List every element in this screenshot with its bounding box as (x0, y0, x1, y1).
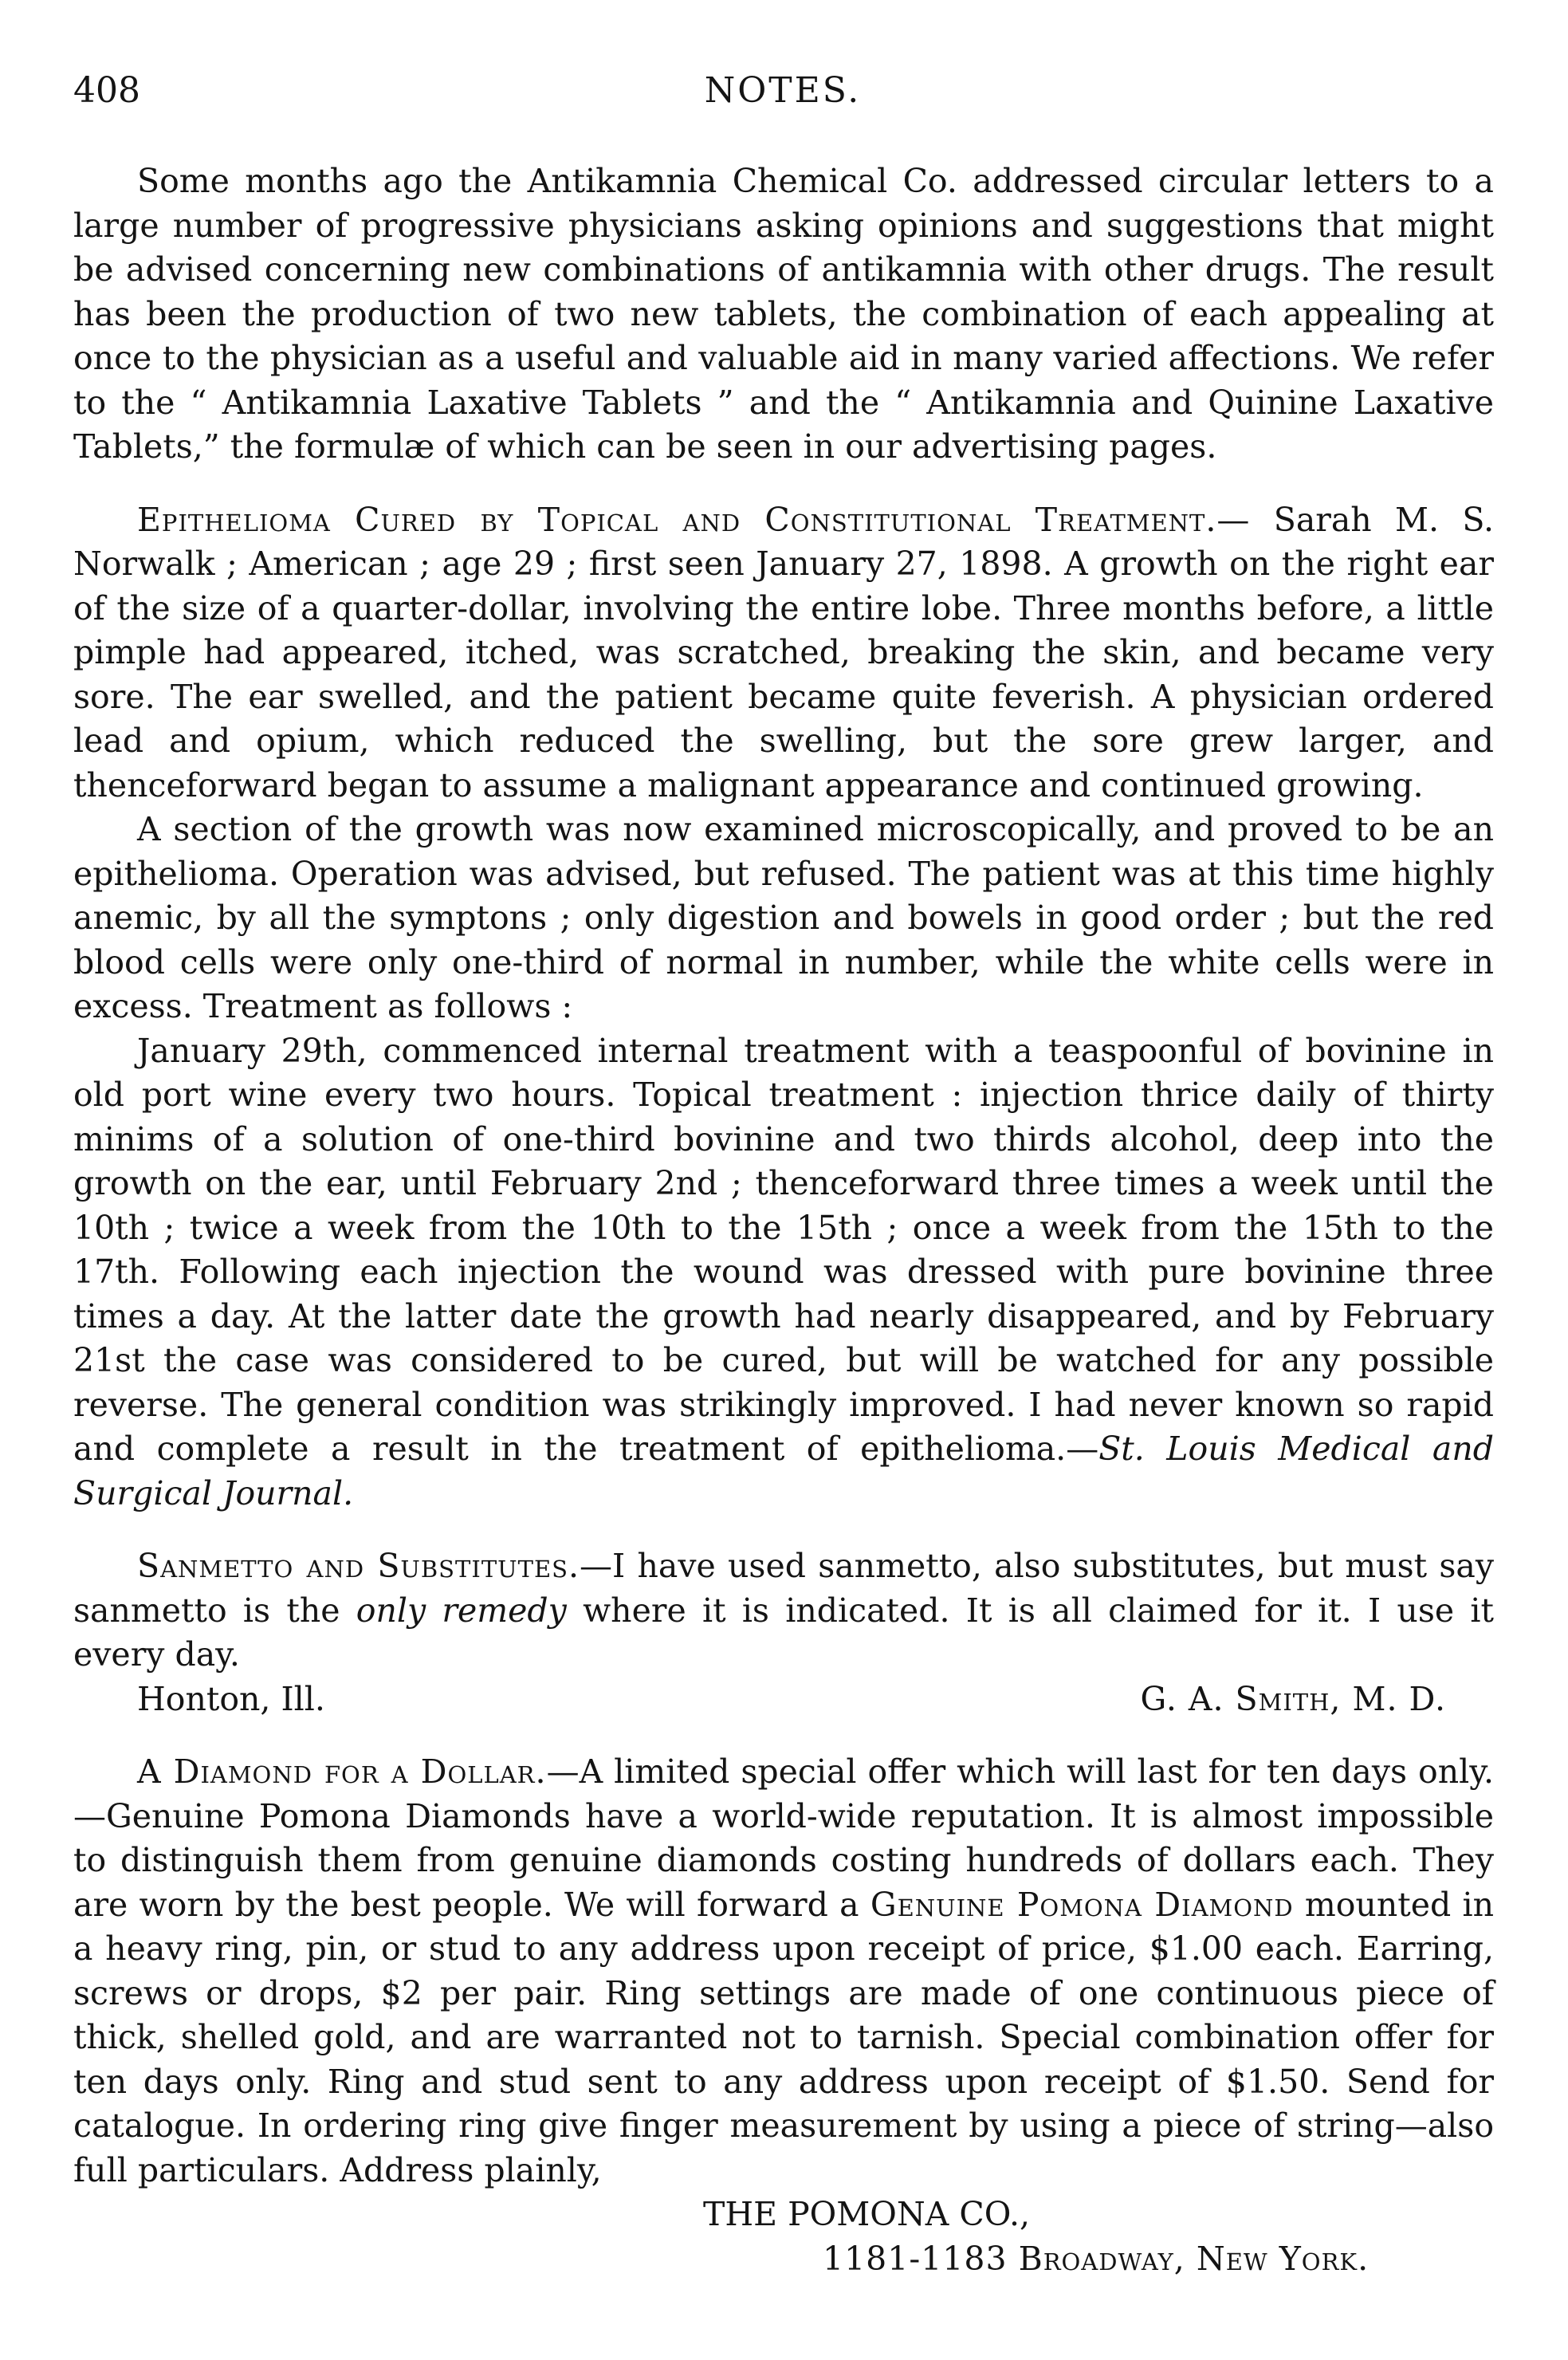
sanmetto-emphasis: only remedy (356, 1591, 567, 1630)
diamond-caps: Genuine Pomona Diamond (870, 1885, 1294, 1924)
notes-body (73, 159, 1494, 2281)
sanmetto-text-a: —I have used sanmetto, also substitutes, but must say sanmetto is the (73, 1547, 1494, 1630)
running-head: NOTES. (704, 70, 862, 111)
epithelioma-heading: Epithelioma Cured by Topical and Constitutional Treatment.— (137, 500, 1251, 539)
epithelioma-paragraph-3-wrap (73, 1029, 1494, 1516)
epithelioma-source: St. Louis Medical and Surgical Journal. (73, 1430, 1494, 1512)
diamond-note (73, 1750, 1494, 2193)
epithelioma-paragraph-1: Sarah M. S. Norwalk ; American ; age 29 ; first seen January 27, 1898. A growth on the right ear of the size of a quarter-dollar, involving the entire lobe. Three months before, a little pimple had appeared, itched, was scratched, breaking the skin, and became very sore. The ear swelled, and the patient became quite feverish. A physician ordered lead and opium, which reduced the swelling, but the sore grew larger, and thenceforward began to assume a malignant appearance and continued growing. (73, 500, 1494, 804)
sanmetto-text-b: where it is indicated. It is all claimed for it. I use it every day. (73, 1591, 1494, 1674)
antikamnia-note: Some months ago the Antikamnia Chemical Co. addressed circular letters to a large number of progressive physicians asking opinions and suggestions that might be advised concerning new combinations of antikamnia with other drugs. The result has been the production of two new tablets, the combination of each appealing at once to the physician as a useful and valuable aid in many varied affections. We refer to the “ Antikamnia Laxative Tablets ” and the “ Antikamnia and Quinine Laxative Tablets,” the formulæ of which can be seen in our advertising pages. (73, 162, 1494, 466)
sanmetto-note (73, 1544, 1494, 1678)
epithelioma-paragraph-3: January 29th, commenced internal treatment with a teaspoonful of bovinine in old port wine every two hours. Topical treatment : injection thrice daily of thirty minims of a solution of one-third bovinine and two thirds alcohol, deep into the growth on the ear, until February 2nd ; thenceforward three times a week until the 10th ; twice a week from the 10th to the 15th ; once a week from the 15th to the 17th. Following each injection the wound was dressed with pure bovinine three times a day. At the latter date the growth had nearly disappeared, and by February 21st the case was considered to be cured, but will be watched for any possible reverse. The general condition was strikingly improved. I had never known so rapid and complete a result in the treatment of epithelioma.— (73, 1031, 1494, 1468)
diamond-text-a: —A limited special offer which will last for ten days only.—Genuine Pomona Diamonds have a world-wide reputation. It is almost impossible to distinguish them from genuine diamonds costing hundreds of dollars each. They are worn by the best people. We will forward a (73, 1752, 1494, 1924)
page-header (73, 70, 1492, 118)
diamond-heading: A Diamond for a Dollar. (137, 1752, 547, 1791)
sanmetto-place: Honton, Ill. (137, 1679, 325, 1718)
epithelioma-note (73, 498, 1494, 808)
sanmetto-heading: Sanmetto and Substitutes. (137, 1547, 580, 1585)
company-address: 1181-1183 Broadway, New York. (823, 2239, 1370, 2278)
sanmetto-signature: G. A. Smith, M. D. (1140, 1679, 1446, 1718)
company-address-block (73, 2193, 1494, 2281)
sanmetto-signature-line (73, 1678, 1494, 1722)
diamond-text-b: mounted in a heavy ring, pin, or stud to any address upon receipt of price, $1.00 each. Earring, screws or drops, $2 per pair. Ring settings are made of one continuous piece of thick, shelled gold, and are warranted not to tarnish. Special combination offer for ten days only. Ring and stud sent to any address upon receipt of $1.50. Send for catalogue. In ordering ring give finger measurement by using a piece of string—also full particulars. Address plainly, (73, 1885, 1494, 2189)
company-name: THE POMONA CO., (703, 2195, 1031, 2233)
page-number: 408 (73, 70, 140, 111)
epithelioma-paragraph-2: A section of the growth was now examined microscopically, and proved to be an epithelioma. Operation was advised, but refused. The patient was at this time highly anemic, by all the symptons ; only digestion and bowels in good order ; but the red blood cells were only one-third of normal in number, while the white cells were in excess. Treatment as follows : (73, 810, 1494, 1025)
